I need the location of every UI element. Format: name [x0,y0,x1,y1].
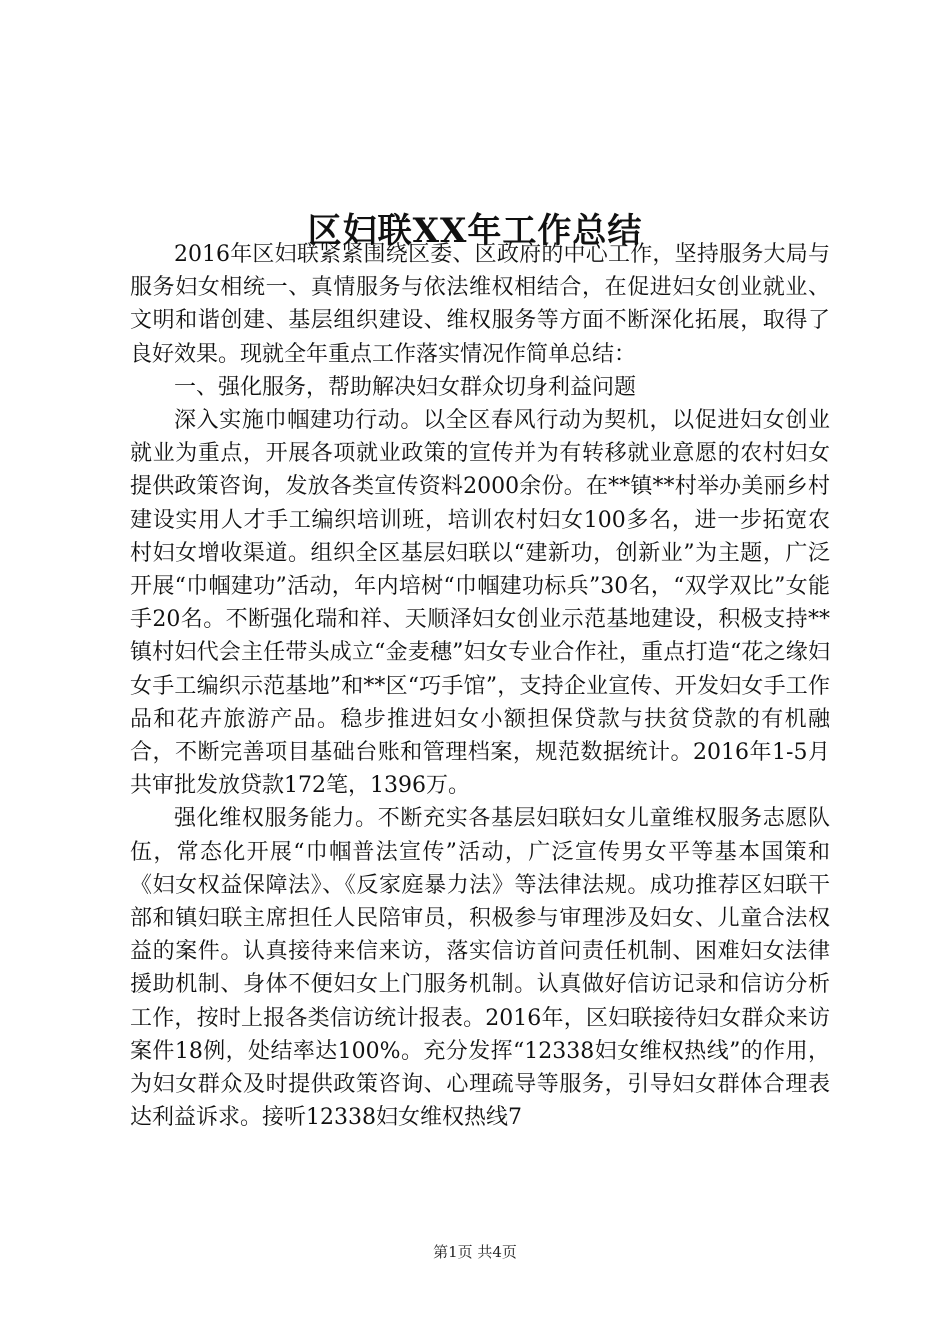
body-paragraph: 深入实施巾帼建功行动。以全区春风行动为契机，以促进妇女创业就业为重点，开展各项就业政策的宣传并为有转移就业意愿的农村妇女提供政策咨询，发放各类宣传资料2000余份。在**镇**村举办美丽乡村建设实用人才手工编织培训班，培训农村妇女100多名，进一步拓宽农村妇女增收渠道。组织全区基层妇联以“建新功，创新业”为主题，广泛开展“巾帼建功”活动，年内培树“巾帼建功标兵”30名，“双学双比”女能手20名。不断强化瑞和祥、天顺泽妇女创业示范基地建设，积极支持**镇村妇代会主任带头成立“金麦穗”妇女专业合作社，重点打造“花之缘妇女手工编织示范基地”和**区“巧手馆”，支持企业宣传、开发妇女手工作品和花卉旅游产品。稳步推进妇女小额担保贷款与扶贫贷款的有机融合，不断完善项目基础台账和管理档案，规范数据统计。2016年1-5月共审批发放贷款172笔，1396万。 [130,408,830,799]
page-footer: 第1页 共4页 [433,1243,517,1261]
document-title: 区妇联XX年工作总结 [307,210,643,251]
section-heading: 一、强化服务，帮助解决妇女群众切身利益问题 [174,374,637,400]
document-body [130,238,830,1134]
body-paragraph: 强化维权服务能力。不断充实各基层妇联妇女儿童维权服务志愿队伍，常态化开展“巾帼普法宣传”活动，广泛宣传男女平等基本国策和《妇女权益保障法》、《反家庭暴力法》等法律法规。成功推荐区妇联干部和镇妇联主席担任人民陪审员，积极参与审理涉及妇女、儿童合法权益的案件。认真接待来信来访，落实信访首问责任机制、困难妇女法律援助机制、身体不便妇女上门服务机制。认真做好信访记录和信访分析工作，按时上报各类信访统计报表。2016年，区妇联接待妇女群众来访案件18例，处结率达100%。充分发挥“12338妇女维权热线”的作用，为妇女群众及时提供政策咨询、心理疏导等服务，引导妇女群体合理表达利益诉求。接听12338妇女维权热线7 [130,806,830,1131]
intro-paragraph: 2016年区妇联紧紧围绕区委、区政府的中心工作，坚持服务大局与服务妇女相统一、真情服务与依法维权相结合，在促进妇女创业就业、文明和谐创建、基层组织建设、维权服务等方面不断深化拓展，取得了良好效果。现就全年重点工作落实情况作简单总结： [130,242,830,367]
